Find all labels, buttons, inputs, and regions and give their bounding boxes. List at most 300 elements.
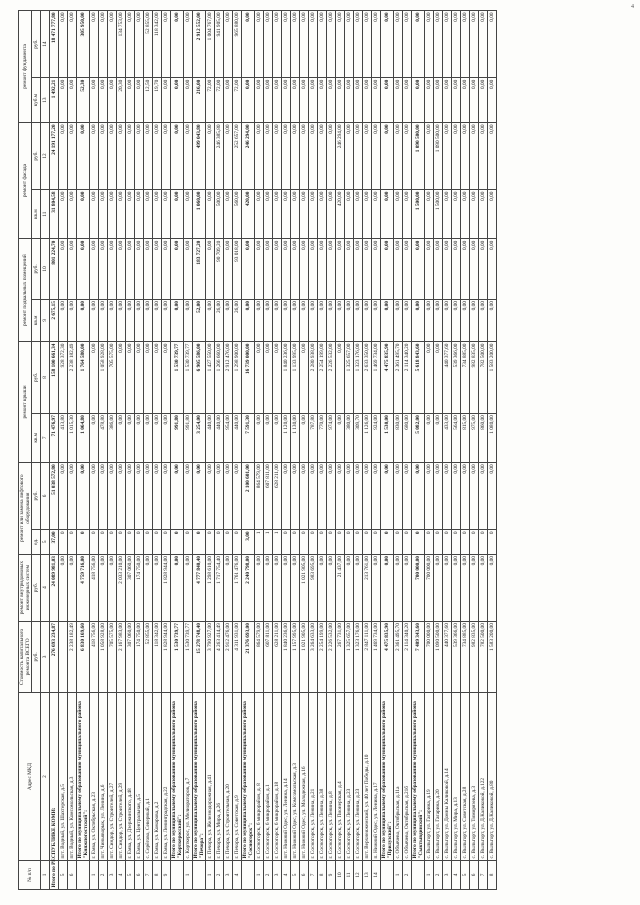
value-cell: 1 500,00 (412, 190, 425, 239)
value-cell: 801 224,70 (50, 239, 59, 299)
table-row (372, 11, 381, 890)
header-address: Адрес МКД (19, 693, 41, 861)
value-cell: 0,00 (224, 299, 233, 341)
value-cell: 52 855,00 (144, 621, 153, 693)
value-cell: 0,00 (90, 78, 99, 123)
value-cell: 0,00 (291, 239, 300, 299)
value-cell: 0,00 (309, 239, 318, 299)
value-cell: 0 (363, 529, 372, 554)
value-cell: 1 133 995,00 (291, 342, 300, 414)
row-number: 4 (117, 860, 126, 889)
row-number: 1 (184, 860, 193, 889)
address-cell: г. Сосногорск, ул. Ленина, д.23 (345, 693, 354, 861)
value-cell: 0,00 (162, 122, 171, 189)
value-cell: 1 325 657,00 (345, 621, 354, 693)
value-cell: 0,00 (291, 122, 300, 189)
row-number (412, 860, 425, 889)
value-cell: 0,00 (59, 239, 68, 299)
value-cell: 0,00 (354, 78, 363, 123)
value-cell: 0,00 (264, 554, 273, 621)
value-cell: 0,00 (264, 239, 273, 299)
value-cell: 2 912 476,00 (224, 342, 233, 414)
value-cell: 309,70 (354, 413, 363, 462)
row-number: 2 (264, 860, 273, 889)
unit: руб. (32, 554, 41, 621)
value-cell: 815,00 (461, 413, 470, 462)
value-cell: 1 021 905,00 (300, 554, 309, 621)
address-cell: г. Печора, ул. Мира, д.26 (215, 693, 224, 861)
row-number: 12 (354, 860, 363, 889)
value-cell: 700 000,00 (425, 621, 434, 693)
value-cell: 0,00 (470, 11, 479, 78)
value-cell: 734 885,00 (461, 342, 470, 414)
value-cell: 0,00 (90, 462, 99, 529)
unit: руб. (32, 239, 41, 299)
row-number: 2 (434, 860, 443, 889)
value-cell: 864 579,00 (255, 462, 264, 529)
row-number: 7 (309, 860, 318, 889)
value-cell: 0,00 (394, 299, 403, 341)
value-cell: 0,00 (135, 413, 144, 462)
table-row (153, 11, 162, 890)
value-cell: 0,00 (68, 554, 77, 621)
row-number: 6 (68, 860, 77, 889)
table-row (264, 11, 273, 890)
value-cell: 0,00 (90, 299, 99, 341)
value-cell: 0,00 (77, 462, 90, 529)
value-cell: 770,00 (318, 413, 327, 462)
value-cell: 0,00 (300, 299, 309, 341)
address-cell: Итого по муниципальному образованию муниципального района "Сыктывдинский": (412, 693, 425, 861)
value-cell: 478,80 (99, 413, 108, 462)
value-cell: 0,00 (372, 122, 381, 189)
value-cell: 0,00 (59, 462, 68, 529)
address-cell: пгт. Синдор, ул. Строителей, д.29 (117, 693, 126, 861)
value-cell: 0,00 (318, 554, 327, 621)
value-cell: 0,00 (345, 554, 354, 621)
table-row (363, 11, 372, 890)
value-cell: 267 731,00 (336, 621, 345, 693)
value-cell: 0,00 (354, 190, 363, 239)
row-number (171, 860, 184, 889)
value-cell: 0,00 (108, 239, 117, 299)
row-number: 6 (300, 860, 309, 889)
value-cell: 0,00 (126, 190, 135, 239)
value-cell: 0,00 (327, 78, 336, 123)
address-cell: пгт. Водный, ул. Комсомольская, д.3 (68, 693, 77, 861)
value-cell: 954,00 (224, 413, 233, 462)
value-cell: 0,00 (224, 122, 233, 189)
value-cell: 0 (300, 529, 309, 554)
value-cell: 0,00 (68, 239, 77, 299)
value-cell: 499 043,80 (193, 122, 206, 189)
value-cell: 0,00 (264, 11, 273, 78)
value-cell: 2 238 182,49 (68, 621, 77, 693)
table-row (282, 11, 291, 890)
value-cell: 0,00 (184, 554, 193, 621)
value-cell: 0,00 (99, 122, 108, 189)
value-cell: 0,00 (425, 11, 434, 78)
value-cell: 246 385,80 (215, 122, 224, 189)
value-cell: 0,00 (242, 239, 255, 299)
value-cell: 941 905,00 (215, 11, 224, 78)
row-number: 14 (372, 860, 381, 889)
value-cell: 0,00 (336, 462, 345, 529)
column-number: 9 (41, 299, 50, 341)
value-cell: 0,00 (488, 78, 497, 123)
value-cell: 0,00 (363, 78, 372, 123)
value-cell: 0,00 (282, 554, 291, 621)
value-cell: 0,00 (412, 78, 425, 123)
value-cell: 276 693 234,87 (50, 621, 59, 693)
value-cell: 0,00 (470, 122, 479, 189)
value-cell: 0,00 (126, 78, 135, 123)
value-cell: 0,00 (264, 78, 273, 123)
address-cell: Итого по муниципальному образованию муниципального района "Сосногорск": (242, 693, 255, 861)
value-cell: 2 361 495,70 (394, 621, 403, 693)
value-cell: 0,00 (90, 342, 99, 414)
value-cell: 0,00 (162, 462, 171, 529)
unit: руб. (32, 11, 41, 78)
value-cell: 440 377,60 (443, 342, 452, 414)
value-cell: 0,00 (117, 122, 126, 189)
value-cell: 0 (162, 529, 171, 554)
value-cell: 0,00 (394, 78, 403, 123)
value-cell: 0,00 (68, 122, 77, 189)
value-cell: 0,00 (345, 122, 354, 189)
value-cell: 0,00 (117, 299, 126, 341)
value-cell: 305 950,00 (77, 11, 90, 78)
value-cell: 0,00 (162, 11, 171, 78)
value-cell: 0,00 (309, 190, 318, 239)
value-cell: 2 254 199,00 (318, 621, 327, 693)
value-cell: 0 (354, 529, 363, 554)
value-cell: 3 254,00 (193, 413, 206, 462)
value-cell: 246 294,00 (242, 122, 255, 189)
value-cell: 0,00 (135, 462, 144, 529)
value-cell: 0,00 (412, 299, 425, 341)
value-cell: 1 828 944,00 (162, 621, 171, 693)
value-cell: 782 500,00 (479, 342, 488, 414)
value-cell: 0,00 (135, 122, 144, 189)
value-cell: 0,00 (488, 554, 497, 621)
address-cell: г. Емва, ул. Октябрьская, д.23 (90, 693, 99, 861)
value-cell: 0,00 (403, 462, 412, 529)
value-cell: 0,00 (184, 122, 193, 189)
table-row (479, 11, 488, 890)
value-cell: 0,00 (470, 554, 479, 621)
value-cell: 0,00 (282, 190, 291, 239)
value-cell: 0,00 (318, 239, 327, 299)
value-cell: 1 130,00 (291, 413, 300, 462)
value-cell: 0,00 (309, 11, 318, 78)
value-cell: 0,00 (425, 462, 434, 529)
address-cell: Итого по муниципальному образованию муниципального района "Княжпогостский": (77, 693, 90, 861)
value-cell: 1 530,00 (381, 413, 394, 462)
value-cell: 0,00 (117, 190, 126, 239)
value-cell: 0,00 (291, 554, 300, 621)
value-cell: 0,00 (171, 122, 184, 189)
value-cell: 0,00 (381, 11, 394, 78)
value-cell: 2 167 983,00 (117, 621, 126, 693)
value-cell: 72,00 (233, 78, 242, 123)
value-cell: 4 777 840,40 (193, 554, 206, 621)
table-row (394, 11, 403, 890)
value-cell: 20,30 (117, 78, 126, 123)
value-cell: 539 366,00 (452, 342, 461, 414)
table-row (309, 11, 318, 890)
value-cell: 440,00 (206, 413, 215, 462)
value-cell: 0,00 (108, 78, 117, 123)
value-cell: 0,00 (425, 413, 434, 462)
address-cell: с. Корткерос, ул. Мелиораторов, д.7 (184, 693, 193, 861)
value-cell: 0,00 (336, 239, 345, 299)
address-cell: пгт. Водный, ул. Шахтерская, д.5 (59, 693, 68, 861)
value-cell: 0,00 (381, 239, 394, 299)
value-cell: 0,00 (443, 554, 452, 621)
value-cell: 1 530 739,77 (171, 342, 184, 414)
value-cell: 1 058 928,00 (99, 342, 108, 414)
address-cell: г. Печора, ул. Советская, д.9 (233, 693, 242, 861)
value-cell: 0,00 (215, 462, 224, 529)
value-cell: 607 811,00 (264, 621, 273, 693)
value-cell: 0,00 (135, 342, 144, 414)
value-cell: 26,00 (215, 299, 224, 341)
value-cell: 0 (117, 529, 126, 554)
value-cell: 0,00 (488, 190, 497, 239)
value-cell: 1 080,00 (488, 413, 497, 462)
value-cell: 0,00 (255, 78, 264, 123)
value-cell: 0,00 (184, 462, 193, 529)
table-row (59, 11, 68, 890)
value-cell: 0,00 (90, 413, 99, 462)
value-cell: 380,00 (345, 413, 354, 462)
value-cell: 0,00 (273, 554, 282, 621)
value-cell: 174 750,00 (135, 621, 144, 693)
value-cell: 0,00 (443, 11, 452, 78)
value-cell: 0 (59, 529, 68, 554)
row-number: 2 (99, 860, 108, 889)
row-number: 11 (345, 860, 354, 889)
value-cell: 0,00 (77, 299, 90, 341)
value-cell: 0,00 (206, 299, 215, 341)
value-cell: 1 298 900,00 (233, 342, 242, 414)
value-cell: 2 847 111,00 (363, 621, 372, 693)
value-cell: 0,00 (345, 299, 354, 341)
address-cell: г. Сосногорск, ул. Пионерская, д.4 (336, 693, 345, 861)
column-numbers-row (41, 11, 50, 890)
value-cell: 183 727,20 (193, 239, 206, 299)
value-cell: 0,00 (255, 190, 264, 239)
row-number: 9 (327, 860, 336, 889)
value-cell: 0,00 (363, 190, 372, 239)
value-cell: 0,00 (443, 462, 452, 529)
value-cell: 0,00 (354, 462, 363, 529)
value-cell: 830,00 (394, 413, 403, 462)
value-cell: 118 342,00 (153, 11, 162, 78)
value-cell: 3 790 927,00 (206, 621, 215, 693)
value-cell: 0,00 (372, 78, 381, 123)
value-cell: 0,00 (224, 78, 233, 123)
value-cell: 0 (318, 529, 327, 554)
table-row (336, 11, 345, 890)
value-cell: 0,00 (291, 299, 300, 341)
value-cell: 0,00 (372, 190, 381, 239)
value-cell: 680,00 (403, 413, 412, 462)
value-cell: 1 021 905,00 (300, 621, 309, 693)
value-cell: 1 266 660,00 (215, 342, 224, 414)
value-cell: 0,00 (126, 239, 135, 299)
value-cell: 31 804,58 (50, 190, 59, 239)
address-cell: г. Печора, ул. Строительная, д.20 (224, 693, 233, 861)
value-cell: 700 000,00 (425, 554, 434, 621)
header-total: Стоимость капитального ремонта ВСЕГО (19, 621, 32, 693)
value-cell: 0,00 (153, 239, 162, 299)
value-cell: 0,00 (394, 190, 403, 239)
value-cell: 0,00 (242, 11, 255, 78)
value-cell: 93 018,00 (233, 239, 242, 299)
value-cell: 0,00 (354, 11, 363, 78)
value-cell: 307 060,00 (126, 621, 135, 693)
row-number: 2 (403, 860, 412, 889)
table-row (184, 11, 193, 890)
address-cell: г. Емва, ул. Центральная, д.5 (135, 693, 144, 861)
table-body (50, 11, 497, 890)
value-cell: 0,00 (479, 299, 488, 341)
value-cell: 0,00 (59, 122, 68, 189)
value-cell: 0 (381, 529, 394, 554)
value-cell: 216,00 (193, 78, 206, 123)
address-cell: с. Выльгорт, ул. Советская, д.28 (461, 693, 470, 861)
value-cell: 500,00 (215, 190, 224, 239)
value-cell: 0,00 (171, 554, 184, 621)
value-cell: 0,00 (300, 122, 309, 189)
value-cell: 0,00 (318, 299, 327, 341)
value-cell: 0,00 (394, 462, 403, 529)
value-cell: 0,00 (233, 462, 242, 529)
value-cell: 0,00 (184, 190, 193, 239)
value-cell: 0,00 (184, 11, 193, 78)
value-cell: 0,00 (99, 554, 108, 621)
value-cell: 0,00 (68, 190, 77, 239)
value-cell: 924,00 (372, 413, 381, 462)
value-cell: 0 (327, 529, 336, 554)
value-cell: 0,00 (291, 11, 300, 78)
value-cell: 0,00 (479, 190, 488, 239)
value-cell: 0,00 (300, 462, 309, 529)
address-cell: пгт. Синдор, ул. Строителей, д.27 (108, 693, 117, 861)
value-cell: 0,00 (206, 462, 215, 529)
address-cell: г. Сосногорск, 6 микрорайон, д.18 (273, 693, 282, 861)
value-cell: 0,00 (434, 554, 443, 621)
address-cell: с. Выльгорт, ул. Мира, д.13 (452, 693, 461, 861)
subtotal-row (50, 11, 59, 890)
address-cell: г. Сосногорск, 6 микрорайон, д.1 (264, 693, 273, 861)
row-number (242, 860, 255, 889)
subtotal-row (77, 11, 90, 890)
address-cell: пгт. Чиньяворык, ул. Ленина, д.6 (99, 693, 108, 861)
value-cell: 0,00 (59, 11, 68, 78)
value-cell: 0,00 (99, 239, 108, 299)
value-cell: 0 (488, 529, 497, 554)
value-cell: 71 476,97 (50, 413, 59, 462)
table-row (99, 11, 108, 890)
unit: ед. (32, 529, 41, 554)
value-cell: 0,00 (126, 462, 135, 529)
row-number: 1 (206, 860, 215, 889)
value-cell: 0,00 (264, 342, 273, 414)
value-cell: 0 (309, 529, 318, 554)
value-cell: 991,80 (184, 413, 193, 462)
value-cell: 0,00 (255, 413, 264, 462)
unit: руб. (32, 122, 41, 189)
value-cell: 0,00 (452, 462, 461, 529)
value-cell: 0,00 (372, 239, 381, 299)
value-cell: 1 090 500,00 (434, 621, 443, 693)
value-cell: 0,00 (488, 122, 497, 189)
value-cell: 0,00 (171, 239, 184, 299)
value-cell: 1 (273, 529, 282, 554)
value-cell: 0,00 (470, 239, 479, 299)
value-cell: 0,00 (461, 554, 470, 621)
value-cell: 1 500,00 (434, 190, 443, 239)
column-number: 6 (41, 462, 50, 529)
value-cell: 0 (425, 529, 434, 554)
value-cell: 0,00 (184, 299, 193, 341)
row-number: 6 (470, 860, 479, 889)
value-cell: 0,00 (126, 299, 135, 341)
value-cell: 0,00 (479, 462, 488, 529)
header-facade: ремонт фасада (19, 122, 32, 238)
column-number: 10 (41, 239, 50, 299)
value-cell: 991,80 (171, 413, 184, 462)
value-cell: 0,00 (162, 78, 171, 123)
value-cell: 0,00 (162, 413, 171, 462)
table-row (90, 11, 99, 890)
row-number: 1 (255, 860, 264, 889)
value-cell: 1 583 200,00 (488, 342, 497, 414)
value-cell: 0 (135, 529, 144, 554)
value-cell: 0,00 (255, 299, 264, 341)
value-cell: 0,00 (345, 462, 354, 529)
value-cell: 0,00 (403, 11, 412, 78)
value-cell: 72,00 (215, 78, 224, 123)
row-number: 5 (59, 860, 68, 889)
value-cell: 0,00 (108, 122, 117, 189)
value-cell: 0,00 (488, 239, 497, 299)
value-cell: 0,00 (363, 239, 372, 299)
value-cell: 0,00 (327, 299, 336, 341)
value-cell: 0 (99, 529, 108, 554)
value-cell: 0,00 (300, 239, 309, 299)
row-number: 8 (153, 860, 162, 889)
corner-mark: 4 (631, 4, 634, 10)
value-cell: 0 (193, 529, 206, 554)
value-cell: 0,00 (300, 11, 309, 78)
value-cell: 0,00 (135, 11, 144, 78)
value-cell: 0,00 (126, 413, 135, 462)
value-cell: 0,00 (224, 239, 233, 299)
address-cell: Итого по муниципальному образованию муниципального района "Прилузский": (381, 693, 394, 861)
value-cell: 0,00 (273, 299, 282, 341)
value-cell: 0,00 (345, 78, 354, 123)
address-cell: с. Выльгорт, ул. Д.Каликовой, д.122 (479, 693, 488, 861)
value-cell: 0,00 (117, 342, 126, 414)
column-number: 8 (41, 342, 50, 414)
row-number: 4 (233, 860, 242, 889)
value-cell: 418 756,00 (90, 621, 99, 693)
value-cell: 0,00 (153, 342, 162, 414)
